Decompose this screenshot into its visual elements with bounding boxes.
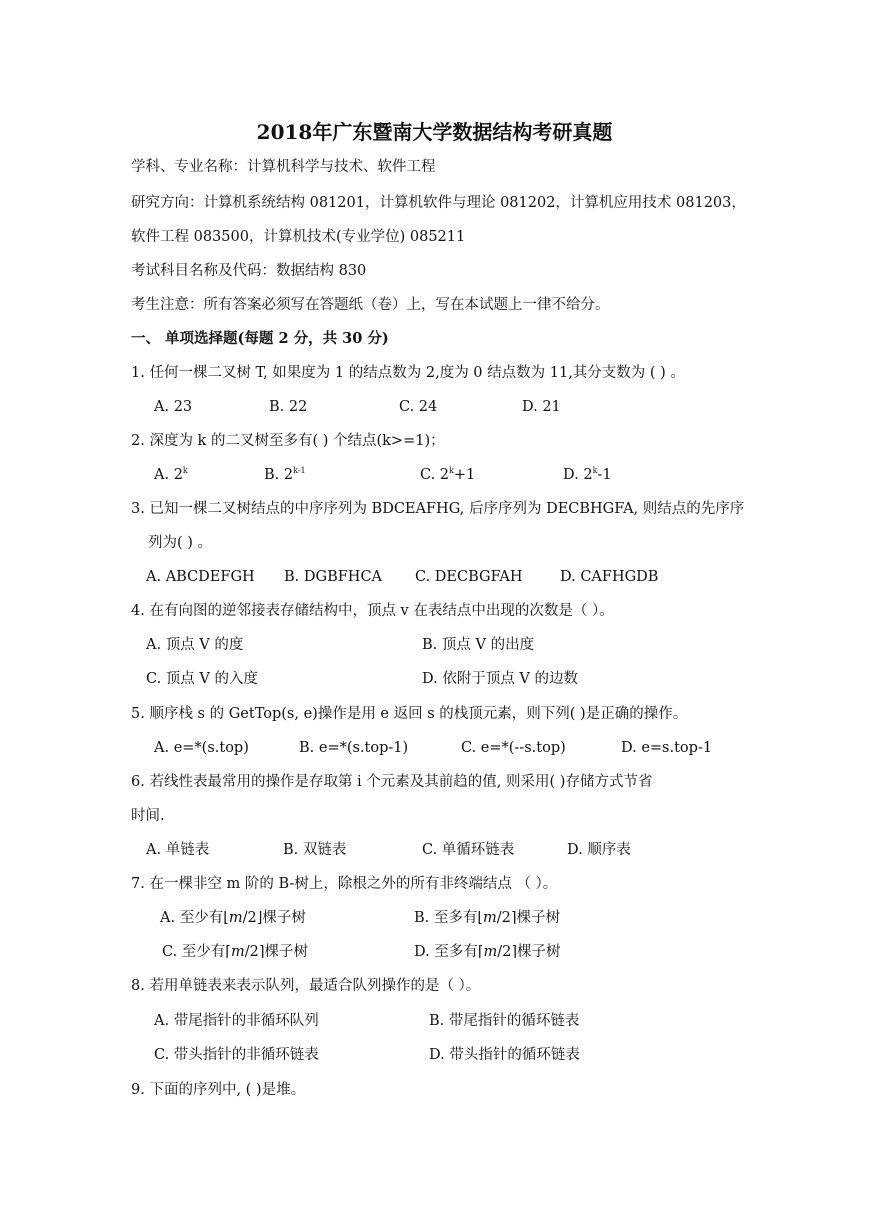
q2-option-a: A. 2$^k$ [154, 466, 188, 483]
subject-line: 学科、专业名称：计算机科学与技术、软件工程 [131, 159, 436, 175]
q4-option-d: D. 依附于顶点 V 的边数 [422, 671, 579, 687]
direction-line-1: 研究方向：计算机系统结构 081201，计算机软件与理论 081202，计算机应用技术 081203， [131, 195, 746, 211]
q7-stem: 7. 在一棵非空 m 阶的 B-树上，除根之外的所有非终端结点 （ ）。 [131, 876, 558, 892]
q3-option-b: B. DGBFHCA [284, 569, 383, 585]
q2-option-c: C. $2^k+1$ [420, 466, 476, 483]
q4-option-b: B. 顶点 V 的出度 [422, 637, 535, 653]
q4-stem: 4. 在有向图的逆邻接表存储结构中，顶点 v 在表结点中出现的次数是（ ）。 [131, 603, 614, 619]
q7-option-a: A. 至少有⌊m/2⌋棵子树 [160, 910, 306, 926]
notice-line: 考生注意：所有答案必须写在答题纸（卷）上，写在本试题上一律不给分。 [131, 297, 610, 313]
q3-option-a: A. ABCDEFGH [146, 569, 255, 585]
q8-option-a: A. 带尾指针的非循环队列 [154, 1013, 319, 1029]
q6-option-a: A. 单链表 [146, 842, 210, 858]
q6-option-d: D. 顺序表 [567, 842, 631, 858]
q5-stem: 5. 顺序栈 s 的 GetTop(s, e)操作是用 e 返回 s 的栈顶元素，则下列( )是正确的操作。 [131, 706, 688, 722]
q2-option-b: B. 2$^{k-1}$ [264, 466, 306, 483]
direction-line-2: 软件工程 083500，计算机技术(专业学位) 085211 [131, 229, 466, 245]
q8-option-c: C. 带头指针的非循环链表 [154, 1047, 319, 1063]
q6-stem-line-1: 6. 若线性表最常用的操作是存取第 i 个元素及其前趋的值, 则采用( )存储方式节省 [131, 774, 653, 790]
section-heading: 一、 单项选择题(每题 2 分，共 30 分) [131, 330, 389, 347]
q6-option-b: B. 双链表 [283, 842, 347, 858]
q1-option-c: C. 24 [399, 399, 438, 415]
q3-stem-line-2: 列为( ) 。 [148, 535, 213, 551]
q3-option-d: D. CAFHGDB [560, 569, 659, 585]
q8-stem: 8. 若用单链表来表示队列，最适合队列操作的是（ ）。 [131, 978, 481, 994]
q4-option-a: A. 顶点 V 的度 [146, 637, 244, 653]
q7-option-b: B. 至多有⌊m/2⌉棵子树 [414, 910, 561, 926]
q5-option-a: A. e=*(s.top) [154, 740, 249, 756]
q9-stem: 9. 下面的序列中, ( )是堆。 [131, 1082, 306, 1098]
q2-stem: 2. 深度为 k 的二叉树至多有( ) 个结点(k>=1)； [131, 433, 445, 449]
q5-option-c: C. e=*(--s.top) [461, 740, 566, 756]
q1-stem: 1. 任何一棵二叉树 T, 如果度为 1 的结点数为 2,度为 0 结点数为 11,其分支数为 ( ) 。 [131, 365, 685, 381]
q6-stem-line-2: 时间. [131, 808, 165, 824]
q8-option-d: D. 带头指针的循环链表 [429, 1047, 580, 1063]
q1-option-a: A. 23 [154, 399, 193, 415]
q2-option-d: D. 2$^k$-1 [563, 466, 612, 483]
q1-option-b: B. 22 [269, 399, 308, 415]
course-line: 考试科目名称及代码：数据结构 830 [131, 263, 367, 279]
q5-option-d: D. e=s.top-1 [621, 740, 713, 756]
q1-option-d: D. 21 [522, 399, 561, 415]
page-title: 2018年广东暨南大学数据结构考研真题 [256, 120, 613, 144]
q6-option-c: C. 单循环链表 [422, 842, 515, 858]
q5-option-b: B. e=*(s.top-1) [299, 740, 409, 756]
q4-option-c: C. 顶点 V 的入度 [146, 671, 258, 687]
q3-stem-line-1: 3. 已知一棵二叉树结点的中序序列为 BDCEAFHG, 后序序列为 DECBHGFA, 则结点的先序序 [131, 501, 745, 517]
q7-option-c: C. 至少有⌈m/2⌉棵子树 [162, 944, 309, 960]
q8-option-b: B. 带尾指针的循环链表 [429, 1013, 580, 1029]
q3-option-c: C. DECBGFAH [415, 569, 523, 585]
q7-option-d: D. 至多有⌈m/2⌉棵子树 [414, 944, 561, 960]
